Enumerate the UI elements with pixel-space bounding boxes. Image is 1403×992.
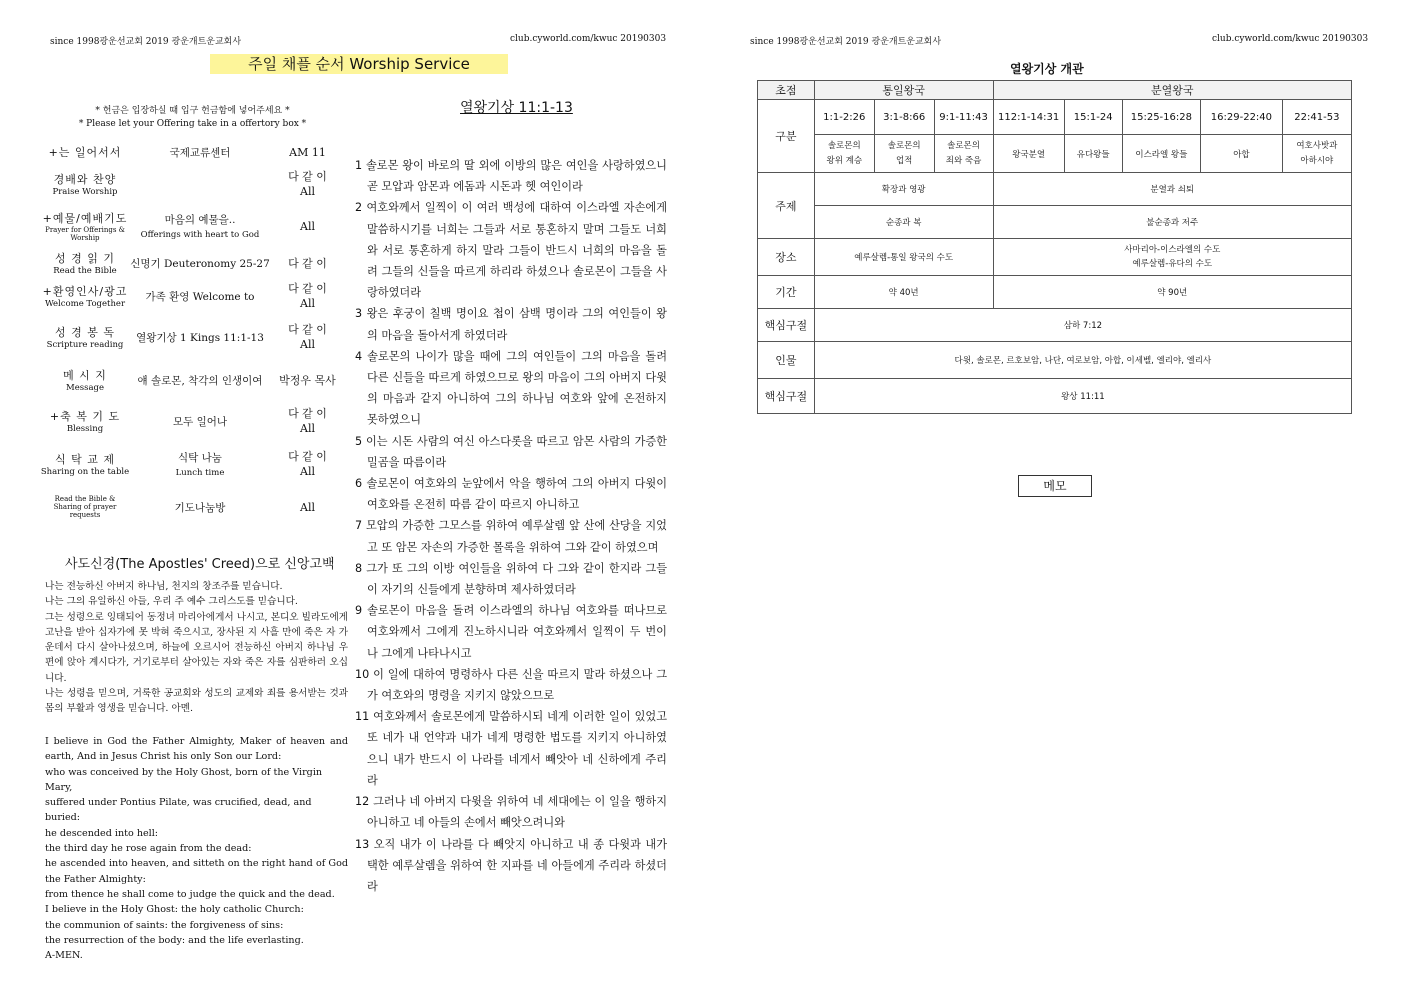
worship-order-row [40,204,345,248]
order-item-leader: 다 같 이 All [288,170,327,198]
scripture-text [355,155,667,897]
united-kingdom-header: 통일왕국 [814,81,993,100]
section-label: 구분 [758,100,815,173]
sub-cell: 여호사밧과 아하시야 [1282,135,1351,173]
creed-ko-line: 그는 성령으로 잉태되어 동정녀 마리아에게서 나시고, 본디오 빌라도에게 고난을 받아 십자가에 못 박혀 죽으시고, 장사된 지 사흘 만에 죽은 자 가운데서 다시 살아나셨으며, 하늘에 오르시어 전능하신 아버지 하나님 우편에 앉아 계시다가, 거기로부터 살아있는 자와 죽은 자를 심판하러 오십니다. [45,611,348,684]
header-right-2: club.cyworld.com/kwuc 20190303 [1212,34,1369,44]
verse: 2 여호와께서 일찍이 이 여러 백성에 대하여 이스라엘 자손에게 말씀하시기를 너희는 그들과 서로 통혼하지 말며 그들도 너희와 서로 통혼하게 하지 말라 그들이 반드시 너희의 마음을 돌려 그들의 신들을 따르게 하리라 하셨으나 솔로몬이 그들을 사랑하였더라 [355,201,667,300]
worship-order-row [40,248,345,278]
order-item-name [40,204,130,248]
creed-en-line: from thence he shall come to judge the quick and the dead. [45,888,335,900]
order-item-name [40,314,130,360]
order-item-content [130,204,270,248]
sub-cell: 이스라엘 왕들 [1122,135,1201,173]
worship-order-row [40,164,345,204]
order-item-content [130,314,270,360]
theme-divided-1: 분열과 쇠퇴 [993,173,1352,206]
overview-title: 열왕기상 개관 [1010,62,1084,76]
order-item-content-sub: Lunch time [175,468,225,478]
order-item-leader: 다 같 이 All [288,323,327,351]
order-item-content-main: 모두 일어나 [172,415,228,428]
scripture-title: 열왕기상 11:1-13 [460,100,573,116]
order-item-name-ko: 경배와 찬양 [53,173,117,186]
order-item-leader: 다 같 이 [288,256,327,270]
order-item-content [130,486,270,528]
verse: 10 이 일에 대하여 명령하사 다른 신을 따르지 말라 하셨으나 그가 여호와의 명령을 지키지 않았으므로 [355,667,667,703]
worship-order-row [40,400,345,442]
period-united: 약 40년 [814,276,993,309]
creed-en-line: suffered under Pontius Pilate, was crucified, dead, and buried: [45,797,312,824]
verse: 11 여호와께서 솔로몬에게 말씀하시되 네게 이러한 일이 있었고 또 네가 내 언약과 내가 네게 명령한 법도를 지키지 아니하였으니 내가 반드시 이 나라를 네게서 빼앗아 네 신하에게 주리라 [355,710,667,787]
order-item-name [40,400,130,442]
creed-en-line: the third day he rose again from the dead: [45,843,252,855]
order-item-name [40,140,130,164]
order-item-name-ko: 식 탁 교 제 [55,453,115,466]
creed-en-line: I believe in God the Father Almighty, Maker of heaven and earth, And in Jesus Christ his only Son our Lord: [45,736,348,763]
verse: 13 오직 내가 이 나라를 다 빼앗지 아니하고 내 종 다윗과 내가 택한 예루살렘을 위하여 한 지파를 네 아들에게 주리라 하셨더라 [355,837,667,893]
order-item-leader: 다 같 이 All [288,450,327,478]
place-divided-2: 예루살렘-유다의 수도 [1132,259,1213,269]
order-item-content [130,360,270,400]
creed-en-line: I believe in the Holy Ghost: the holy catholic Church: [45,904,304,916]
creed-ko-line: 나는 성령을 믿으며, 거룩한 공교회와 성도의 교제와 죄를 용서받는 것과 몸의 부활과 영생을 믿습니다. 아멘. [45,688,348,715]
creed-en-line: he descended into hell: [45,827,159,839]
order-item-content-main: 기도나눔방 [174,501,226,514]
order-item-name-ko: +축 복 기 도 [49,410,121,423]
order-item-leader: All [300,219,315,233]
header-right: club.cyworld.com/kwuc 20190303 [510,34,667,44]
place-united: 예루살렘-통일 왕국의 수도 [814,239,993,276]
worship-order-row [40,278,345,314]
worship-order-row [40,140,345,164]
order-item-name-ko: 성 경 봉 독 [55,326,115,339]
creed-en-line: the communion of saints: the forgiveness of sins: [45,919,284,931]
order-item-name-en: Blessing [66,424,104,434]
overview-table [757,80,1352,414]
order-item-name [40,164,130,204]
creed-ko-line: 나는 전능하신 아버지 하나님, 천지의 창조주를 믿습니다. [45,581,283,592]
order-item-name-en: Welcome Together [44,299,126,309]
order-item-content [130,248,270,278]
people-value: 다윗, 솔로몬, 르호보암, 나단, 여로보암, 아합, 이세벨, 엘리야, 엘리사 [814,342,1351,379]
creed-english [45,734,348,963]
order-item-name-ko: +환영인사/광고 [42,285,128,298]
place-divided-1: 사마리아-이스라엘의 수도 [1124,245,1221,255]
creed-korean [45,579,348,717]
order-item-name-ko: +는 일어서서 [48,146,122,159]
order-item-name [40,442,130,486]
header-left: since 1998광운선교회 2019 광운개트운교회사 [50,37,242,47]
offering-note-en: * Please let your Offering take in a offertory box * [78,119,307,129]
order-item-content-main: 식탁 나눔 [178,452,222,464]
theme-divided-2: 불순종과 저주 [993,206,1352,239]
order-item-content [130,278,270,314]
order-item-name-en: Prayer for Offerings & Worship [45,226,125,242]
order-item-name-ko: 성 경 읽 기 [55,252,115,265]
verse: 8 그가 또 그의 이방 여인들을 위하여 다 그와 같이 한지라 그들이 자기의 신들에게 분향하며 제사하였더라 [355,561,667,597]
verse: 3 왕은 후궁이 칠백 명이요 첩이 삼백 명이라 그의 여인들이 왕의 마음을 돌아서게 하였더라 [355,307,667,342]
place-label: 장소 [758,239,815,276]
order-item-leader: All [300,500,315,514]
creed-en-line: he ascended into heaven, and sitteth on the right hand of God the Father Almighty: [45,858,348,885]
worship-order-row [40,314,345,360]
order-item-content [130,400,270,442]
creed-ko-line: 나는 그의 유일하신 아들, 우리 주 예수 그리스도를 믿습니다. [45,596,298,608]
offering-note-ko: * 헌금은 입장하실 때 입구 헌금함에 넣어주세요 * [95,106,290,116]
order-item-name-ko: Read the Bible & Sharing of prayer requests [53,495,117,519]
order-item-content [130,442,270,486]
order-item-name-en: Praise Worship [52,187,118,197]
order-item-name-ko: 메 시 지 [63,369,107,382]
order-item-name-en: Message [66,383,104,393]
verse: 9 솔로몬이 마음을 돌려 이스라엘의 하나님 여호와를 떠나므로 여호와께서 그에게 진노하시니라 여호와께서 일찍이 두 번이나 그에게 나타나시고 [355,604,667,660]
sub-cell: 솔로몬의 죄와 죽음 [934,135,993,173]
verse: 4 솔로몬의 나이가 많을 때에 그의 여인들이 그의 마음을 돌려 다른 신들을 따르게 하였으므로 왕의 마음이 그의 아버지 다윗의 마음과 같지 아니하여 그의 하나님 여호와 앞에 온전하지 못하였으니 [355,349,667,427]
ref-cell: 15:1-24 [1064,100,1122,135]
order-item-content-main: 열왕기상 1 Kings 11:1-13 [136,331,264,344]
order-item-content [130,140,270,164]
theme-united-2: 순종과 복 [814,206,993,239]
verse: 5 이는 시돈 사람의 여신 아스다롯을 따르고 암몬 사람의 가증한 밀곰을 따름이라 [355,434,667,469]
theme-united-1: 확장과 영광 [814,173,993,206]
order-item-content-sub: Offerings with heart to God [140,230,260,240]
order-item-name-en: Read the Bible [53,266,117,276]
order-item-name-en: Scripture reading [46,340,124,350]
order-item-leader: 다 같 이 All [288,282,327,310]
order-item-leader: AM 11 [289,145,326,159]
order-item-content [130,164,270,204]
sub-cell: 유다왕들 [1064,135,1122,173]
sub-cell: 아합 [1201,135,1283,173]
creed-en-line: the resurrection of the body: and the life everlasting. [45,934,304,946]
key-verse-label: 핵심구절 [758,309,815,342]
worship-order-row [40,360,345,400]
sub-cell: 솔로몬의 왕위 계승 [814,135,874,173]
people-label: 인물 [758,342,815,379]
order-item-content-main: 가족 환영 Welcome to [145,290,255,303]
verse: 6 솔로몬이 여호와의 눈앞에서 악을 행하여 그의 아버지 다윗이 여호와를 온전히 따름 같이 따르지 아니하고 [355,477,667,512]
verse: 1 솔로몬 왕이 바로의 딸 외에 이방의 많은 여인을 사랑하였으니 곧 모압과 암몬과 에돔과 시돈과 헷 여인이라 [355,159,667,194]
order-item-name [40,360,130,400]
ref-cell: 16:29-22:40 [1201,100,1283,135]
order-item-name [40,486,130,528]
order-item-leader: 다 같 이 All [288,407,327,435]
key-verse-label-2: 핵심구절 [758,379,815,414]
order-item-name [40,248,130,278]
sub-cell: 왕국분열 [993,135,1064,173]
order-item-name-en: Sharing on the table [40,467,130,477]
focus-label: 초점 [758,81,815,100]
order-item-leader: 박정우 목사 [279,373,336,387]
creed-en-line: A-MEN. [45,950,83,962]
place-divided [993,239,1352,276]
order-item-name-ko: +예물/예배기도 [42,212,128,225]
order-item-content-main: 마음의 예물을.. [164,214,236,226]
ref-cell: 3:1-8:66 [874,100,934,135]
theme-label: 주제 [758,173,815,239]
ref-cell: 15:25-16:28 [1122,100,1201,135]
verse: 7 모압의 가증한 그모스를 위하여 예루살렘 앞 산에 산당을 지었고 또 암몬 자손의 가증한 몰록을 위하여 그와 같이 하였으며 [355,519,667,554]
verse: 12 그러나 네 아버지 다윗을 위하여 네 세대에는 이 일을 행하지 아니하고 네 아들의 손에서 빼앗으려니와 [355,795,667,830]
ref-cell: 112:1-14:31 [993,100,1064,135]
worship-title: 주일 채플 순서 Worship Service [210,54,508,74]
creed-en-line: who was conceived by the Holy Ghost, born of the Virgin Mary, [45,766,323,793]
key-verse-2: 왕상 11:11 [814,379,1351,414]
worship-order-row [40,442,345,486]
divided-kingdom-header: 분열왕국 [993,81,1352,100]
ref-cell: 22:41-53 [1282,100,1351,135]
worship-order-table [40,140,345,528]
sub-cell: 솔로몬의 업적 [874,135,934,173]
ref-cell: 9:1-11:43 [934,100,993,135]
memo-label: 메모 [1018,475,1092,497]
worship-order-row [40,486,345,528]
ref-cell: 1:1-2:26 [814,100,874,135]
key-verse-1: 삼하 7:12 [814,309,1351,342]
period-divided: 약 90년 [993,276,1352,309]
order-item-content-main: 신명기 Deuteronomy 25-27 [130,257,270,270]
order-item-content-main: 국제교류센터 [169,146,231,159]
header-left-2: since 1998광운선교회 2019 광운개트운교회사 [750,37,942,47]
period-label: 기간 [758,276,815,309]
order-item-name [40,278,130,314]
creed-title: 사도신경(The Apostles' Creed)으로 신앙고백 [65,557,335,572]
order-item-content-main: 얘 솔로몬, 착각의 인생이여 [137,374,263,387]
